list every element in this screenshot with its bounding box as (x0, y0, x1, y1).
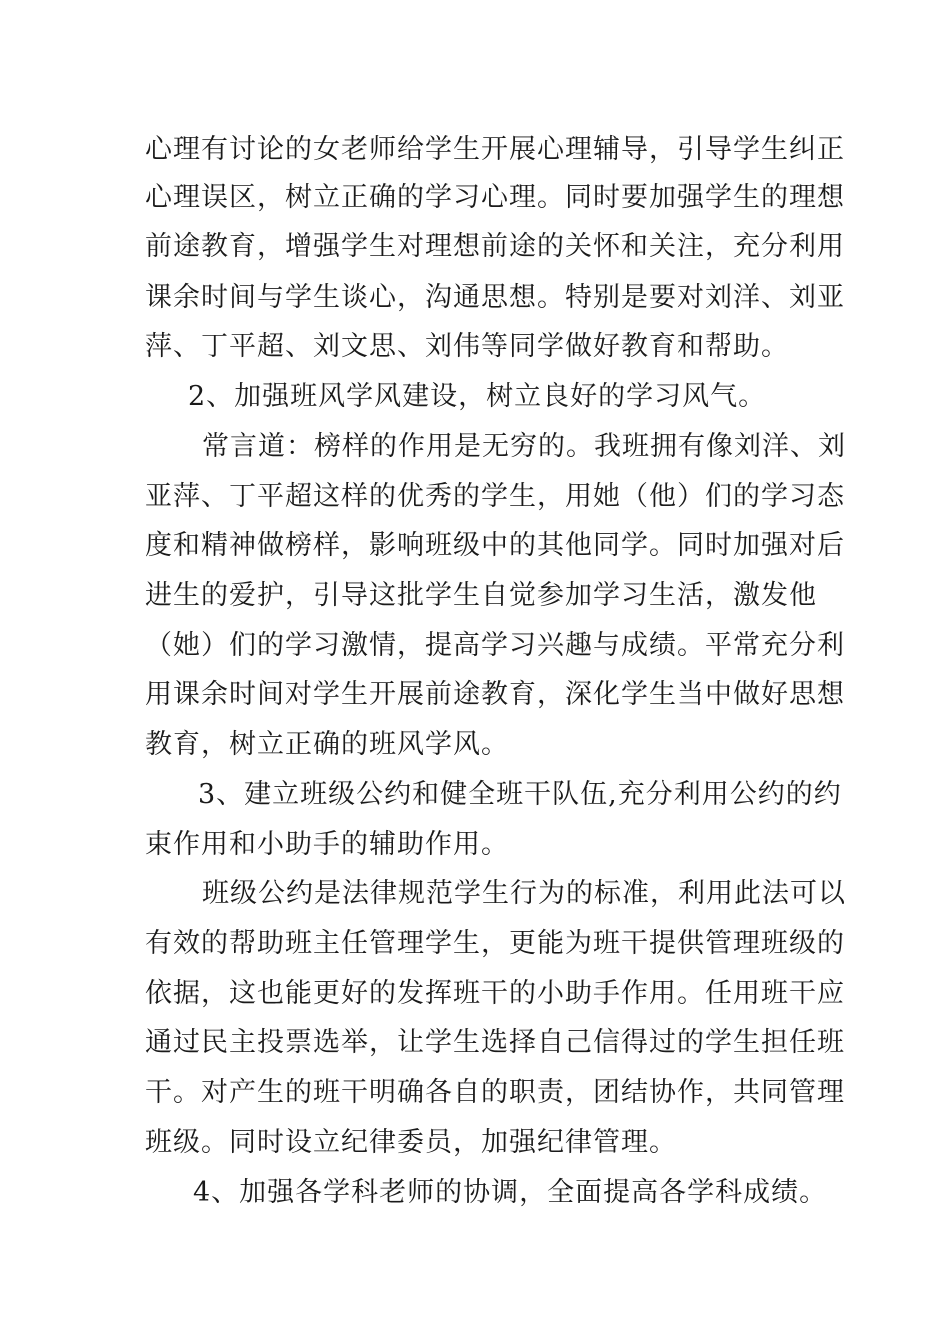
text-line: 课余时间与学生谈心，沟通思想。特别是要对刘洋、刘亚 (145, 282, 845, 313)
text-line: 束作用和小助手的辅助作用。 (145, 829, 509, 860)
text-line: 教育，树立正确的班风学风。 (145, 729, 509, 760)
paragraph-first-line: 常言道：榜样的作用是无穷的。我班拥有像刘洋、刘 (202, 431, 846, 462)
text-line: 前途教育，增强学生对理想前途的关怀和关注，充分利用 (145, 231, 845, 262)
text-line: 用课余时间对学生开展前途教育，深化学生当中做好思想 (145, 679, 845, 710)
text-line: 进生的爱护，引导这批学生自觉参加学习生活，激发他 (145, 580, 817, 611)
text-line: 萍、丁平超、刘文思、刘伟等同学做好教育和帮助。 (145, 331, 789, 362)
text-line: （她）们的学习激情，提高学习兴趣与成绩。平常充分利 (145, 630, 845, 661)
text-line: 心理有讨论的女老师给学生开展心理辅导，引导学生纠正 (145, 134, 845, 165)
section-heading: 3、建立班级公约和健全班干队伍,充分利用公约的约 (198, 779, 842, 810)
text-line: 干。对产生的班干明确各自的职责，团结协作，共同管理 (145, 1077, 845, 1108)
section-heading: 2、加强班风学风建设，树立良好的学习风气。 (188, 381, 767, 412)
text-line: 班级。同时设立纪律委员，加强纪律管理。 (145, 1127, 677, 1158)
text-line: 通过民主投票选举，让学生选择自己信得过的学生担任班 (145, 1027, 845, 1058)
text-line: 心理误区，树立正确的学习心理。同时要加强学生的理想 (145, 182, 845, 213)
paragraph-first-line: 班级公约是法律规范学生行为的标准，利用此法可以 (202, 878, 846, 909)
text-line: 有效的帮助班主任管理学生，更能为班干提供管理班级的 (145, 928, 845, 959)
section-heading: 4、加强各学科老师的协调，全面提高各学科成绩。 (193, 1177, 828, 1208)
text-line: 亚萍、丁平超这样的优秀的学生，用她（他）们的学习态 (145, 481, 845, 512)
text-line: 依据，这也能更好的发挥班干的小助手作用。任用班干应 (145, 978, 845, 1009)
text-line: 度和精神做榜样，影响班级中的其他同学。同时加强对后 (145, 530, 845, 561)
